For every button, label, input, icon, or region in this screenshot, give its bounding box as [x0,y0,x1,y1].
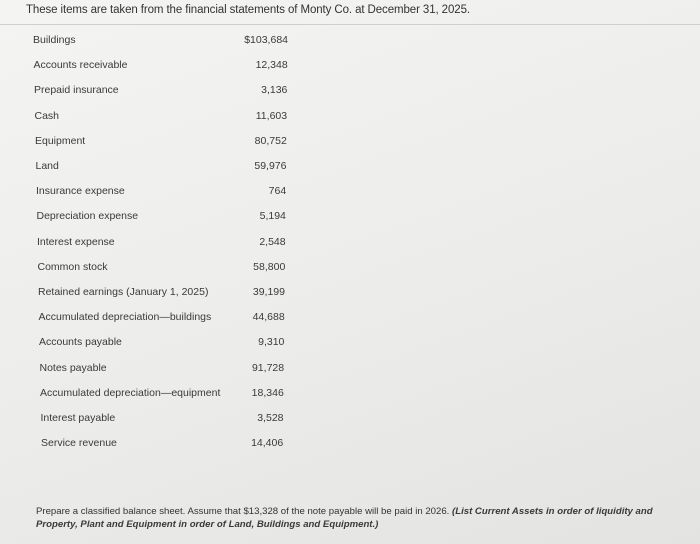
item-label: Cash [34,109,60,122]
item-row [0,110,700,130]
item-value: 9,310 [258,336,285,349]
item-row [0,311,700,331]
item-value: 5,194 [259,210,286,223]
item-label: Notes payable [39,361,107,374]
item-label: Accumulated depreciation—equipment [40,386,221,399]
item-label: Accounts receivable [33,59,128,72]
financial-items-list [0,34,700,464]
item-label: Insurance expense [36,185,125,198]
item-row [0,59,700,79]
header-divider [0,24,700,25]
item-row [0,185,700,205]
instructions-main: Prepare a classified balance sheet. Assume that $13,328 of the note payable will be paid in 2026. [36,506,453,517]
item-label: Equipment [35,134,86,147]
item-row [0,135,700,155]
item-row [0,387,700,407]
item-label: Buildings [33,34,76,46]
item-value: 44,688 [252,311,285,324]
item-row [0,336,700,356]
item-label: Interest expense [37,235,115,248]
item-value: 11,603 [255,109,288,122]
item-row [0,437,700,457]
item-value: 18,346 [251,386,284,399]
item-value: 3,136 [261,84,288,97]
item-label: Service revenue [41,437,117,450]
item-value: 12,348 [255,59,288,72]
item-row [0,236,700,256]
item-row [0,84,700,104]
instructions-text [36,505,676,531]
item-label: Prepaid insurance [34,84,119,97]
item-value: 58,800 [253,260,286,273]
item-value: 39,199 [252,286,285,298]
item-row [0,261,700,281]
item-value: 14,406 [251,437,284,450]
item-label: Common stock [37,260,108,273]
item-row [0,210,700,230]
item-value: 2,548 [259,235,286,248]
item-row [0,286,700,306]
item-value: 3,528 [257,412,284,424]
item-label: Interest payable [40,412,116,424]
item-value: $103,684 [244,34,288,46]
item-label: Accumulated depreciation—buildings [38,311,212,324]
item-row [0,412,700,432]
item-row [0,160,700,180]
problem-intro: These items are taken from the financial statements of Monty Co. at December 31, 2025. [26,4,470,16]
instructions-emphasis: (List Current Assets in order of liquidity and Property, Plant and Equipment in order of Land, Buildings and Equipment.) [36,506,653,530]
item-label: Retained earnings (January 1, 2025) [38,286,209,298]
item-value: 59,976 [254,160,287,172]
item-value: 91,728 [251,361,285,374]
item-value: 764 [268,185,287,198]
item-row [0,34,700,54]
item-label: Accounts payable [39,336,122,349]
item-value: 80,752 [254,134,287,147]
item-row [0,362,700,382]
item-label: Land [35,160,59,172]
item-label: Depreciation expense [36,210,139,223]
